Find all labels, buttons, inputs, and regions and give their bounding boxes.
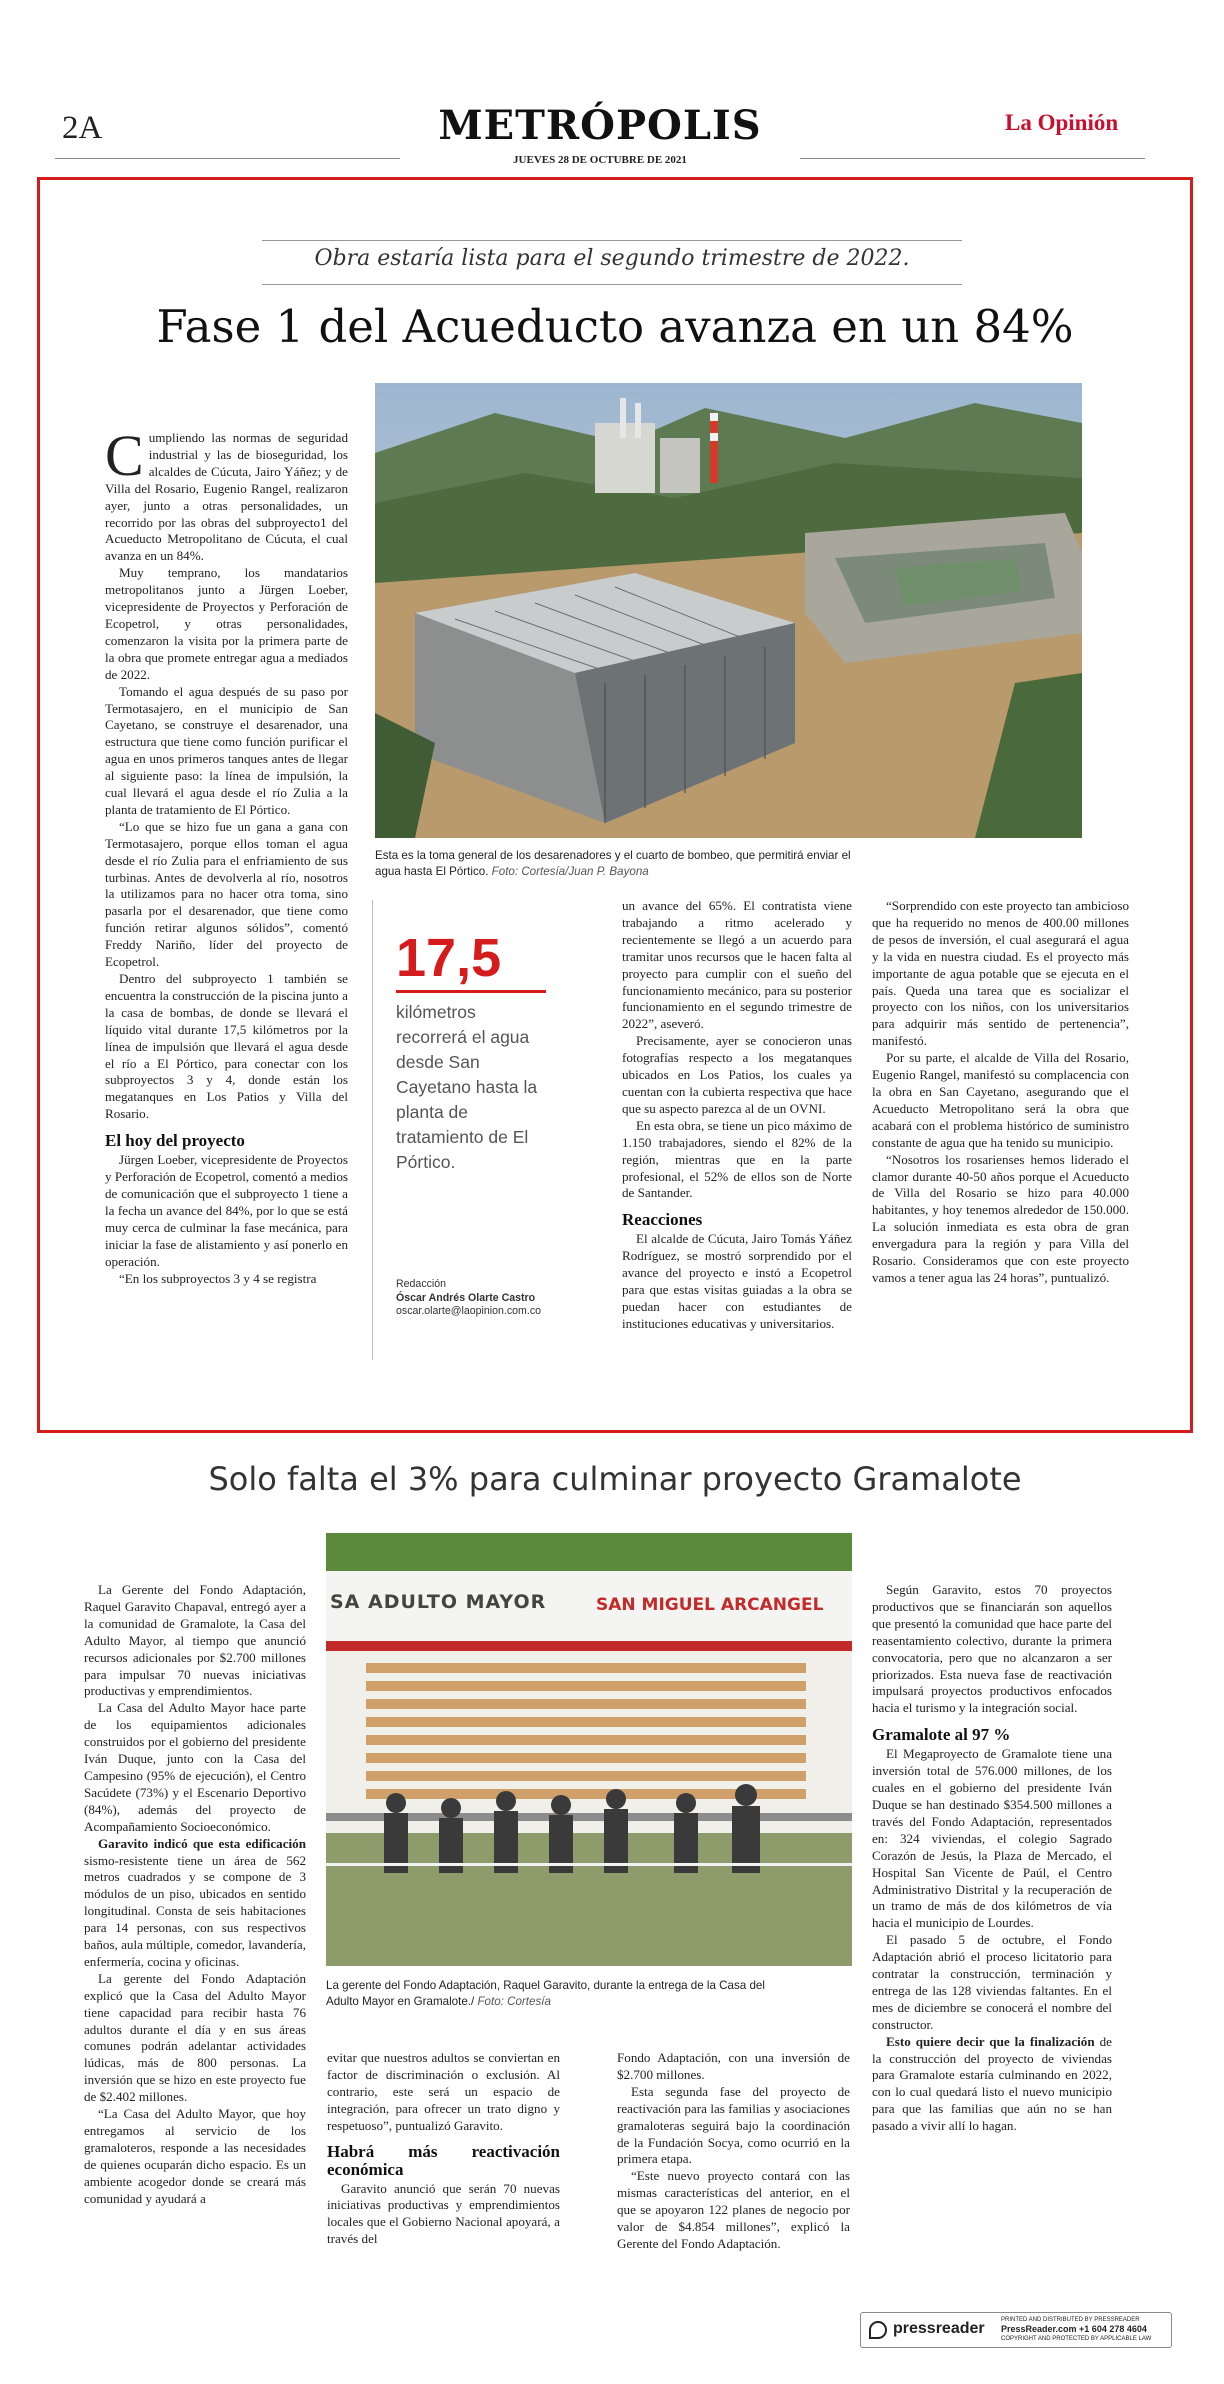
story1-column-4: [872, 898, 1129, 1287]
story-headline: Fase 1 del Acueducto avanza en un 84%: [156, 300, 1074, 353]
stat-description: kilómetros recorrerá el agua desde San Cayetano hasta la planta de tratamiento de El Pórtico.: [396, 1002, 538, 1172]
paragraph: El Megaproyecto de Gramalote tiene una inversión total de 576.000 millones, de los cuales en el gobierno del presidente Iván Duque se han destinado $354.500 millones a través del Fondo Adaptación, representados en: 324 viviendas, el colegio Sagrado Corazón de Jesús, la Plaza de Mercado, el Hospital San Vicente de Paúl, el Centro Administrativo Distrital y la recuperación de un tramo de más de dos kilómetros de vía hacia el municipio de Lourdes.: [872, 1746, 1112, 1931]
paragraph: Tomando el agua después de su paso por Termotasajero, en el municipio de San Cayetano, se construye el desarenador, una estructura que tiene como función purificar el agua en unos primeros tanques antes de llegar al siguiente paso: la línea de impulsión, la cual llevará el agua desde el río Zulia a la planta de tratamiento de El Pórtico.: [105, 683, 348, 817]
story2-column-4: [872, 1582, 1112, 2135]
paragraph: Por su parte, el alcalde de Villa del Rosario, Eugenio Rangel, manifestó su complacencia con la obra en San Cayetano, asegurando que el Acueducto Metropolitano será la obra que acabará con el problema histórico de suministro constante de agua que ha tenido su municipio.: [872, 1050, 1129, 1150]
pressreader-line-1: PRINTED AND DISTRIBUTED BY PRESSREADER: [1001, 2317, 1140, 2323]
pressreader-icon: [869, 2321, 887, 2339]
building-sign-left: SA ADULTO MAYOR: [330, 1591, 547, 1613]
paragraph: Dentro del subproyecto 1 también se encuentra la construcción de la piscina junto a la casa de bombas, de donde se llevará el líquido vital durante 17,5 kilómetros por la línea de impulsión que llevará el agua desde el río a El Pórtico, para conectar con los subproyectos 3 y 4, donde están los megatanques en Los Patios y Villa del Rosario.: [105, 971, 348, 1122]
story2-column-1: [84, 1582, 306, 2208]
photo-caption-text: La gerente del Fondo Adaptación, Raquel Garavito, durante la entrega de la Casa del Adulto Mayor en Gramalote./: [326, 1979, 765, 2008]
story2-column-3: [617, 2050, 850, 2253]
subheading: Reacciones: [622, 1210, 703, 1230]
byline-email: oscar.olarte@laopinion.com.co: [396, 1305, 542, 1318]
photo-credit: Foto: Cortesía/Juan P. Bayona: [491, 864, 649, 878]
photo-caption-text: Esta es la toma general de los desarenadores y el cuarto de bombeo, que permitirá enviar el agua hasta El Pórtico.: [375, 849, 851, 878]
paragraph: “Este nuevo proyecto contará con las mismas características del anterior, en el que se apoyaron 122 planes de negocio por valor de $4.854 millones”, explicó la Gerente del Fondo Adaptación.: [617, 2168, 850, 2251]
gramalote-photo: [326, 1533, 852, 1966]
paragraph: Esta segunda fase del proyecto de reactivación para las familias y asociaciones gramaloteras seguirá bajo la coordinación de la Fundación Socya, como ocurrió en la primera etapa.: [617, 2083, 850, 2167]
stat-underline: [396, 990, 546, 993]
paragraph: evitar que nuestros adultos se conviertan en factor de discriminación o exclusión. Al contrario, este será un espacio de integración, para ofrecer un trato digno y respetuoso”, puntualizó Garavito.: [327, 2050, 560, 2133]
paragraph: “Nosotros los rosarienses hemos liderado el clamor durante 40-50 años porque el Acueducto de Villa del Rosario se hizo para 40.000 habitantes, y hoy tenemos alrededor de 150.000. La solución inmediata es esta obra de gran envergadura para la región y para Villa del Rosario. Consideramos que con este proyecto vamos a tener agua las 24 horas”, puntualizó.: [872, 1151, 1129, 1285]
stat-box: [372, 900, 373, 1360]
photo-caption: [326, 1978, 796, 2009]
lead-paragraph: Cumpliendo las normas de seguridad industrial y las de bioseguridad, los alcaldes de Cúcuta, Jairo Yáñez; y de Villa del Rosario, Eugenio Rangel, realizaron ayer, junto a otras personalidades, un recorrido por las obras del subproyecto1 del Acueducto Metropolitano de Cúcuta, el cual avanza en un 84%.: [105, 423, 348, 564]
subheading: Habrá más reactivación económica: [327, 2141, 560, 2179]
pressreader-brand: pressreader: [893, 2320, 985, 2337]
publication-logo: La Opinión: [1005, 110, 1119, 135]
section-title: METRÓPOLIS: [438, 102, 762, 149]
paragraph: Jürgen Loeber, vicepresidente de Proyectos y Perforación de Ecopetrol, comentó a medios de comunicación que el subproyecto 1 tiene a la fecha un avance del 84%, por lo que se está muy cerca de culminar la fase mecánica, para iniciar la fase de alistamiento y así ponerlo en operación.: [105, 1152, 348, 1269]
construction-photo-illustration: [375, 383, 1082, 838]
subheading: El hoy del proyecto: [105, 1131, 245, 1151]
pressreader-footer: [860, 2312, 1172, 2348]
paragraph: La Casa del Adulto Mayor hace parte de los equipamientos adicionales construidos por el gobierno del presidente Iván Duque, junto con la Casa del Campesino (95% de ejecución), el Centro Sacúdete (73%) y el Escenario Deportivo (84%), además del proyecto de Acompañamiento Socioeconómico.: [84, 1700, 306, 1834]
paragraph: Garavito indicó que esta edificación sismo-resistente tiene un área de 562 metros cuadrados y se compone de 3 módulos de un piso, ubicados en sentido longitudinal. Consta de seis habitaciones para 14 personas, con sus respectivos baños, aula múltiple, comedor, lavandería, enfermería, cocina y oficinas.: [84, 1835, 306, 1969]
paragraph: Esto quiere decir que la finalización de la construcción del proyecto de viviendas para Gramalote estaría culminando en 2022, con lo cual quedará listo el nuevo municipio para que las familias que aún no se han pasado a vivir allí lo hagan.: [872, 2033, 1112, 2134]
story1-column-3: [622, 898, 852, 1333]
paragraph: “Lo que se hizo fue un gana a gana con Termotasajero, porque ellos toman el agua desde el río Zulia para el enfriamiento de sus turbinas. Antes de devolverla al río, nosotros la utilizamos para no hacer otra toma, sino pasarla por el desarenador, que tiene como función retirar algunos sólidos”, comentó Freddy Nariño, líder del proyecto de Ecopetrol.: [105, 818, 348, 970]
paragraph: Fondo Adaptación, con una inversión de $2.700 millones.: [617, 2050, 850, 2082]
photo-credit: Foto: Cortesía: [477, 1994, 551, 2008]
stat-number: 17,5: [396, 928, 502, 988]
paragraph: La Gerente del Fondo Adaptación, Raquel Garavito Chapaval, entregó ayer a la comunidad de Gramalote, la Casa del Adulto Mayor, al tiempo que anunció recursos adicionales por $2.700 millones para impulsar 70 nuevas iniciativas productivas y emprendimientos.: [84, 1582, 306, 1699]
paragraph: La gerente del Fondo Adaptación explicó que la Casa del Adulto Mayor tiene capacidad para recibir hasta 76 adultos durante el día y en sus áreas comunes podrán adelantar actividades lúdicas, más de 800 personas. La inversión que se hizo en este proyecto fue de $2.402 millones.: [84, 1970, 306, 2105]
pressreader-line-2: PressReader.com +1 604 278 4604: [1001, 2324, 1147, 2334]
subheading: Gramalote al 97 %: [872, 1725, 1011, 1745]
byline: [396, 1278, 576, 1319]
bold-lead: Esto quiere decir que la finalización: [886, 2033, 1095, 2049]
paragraph: Garavito anunció que serán 70 nuevas iniciativas productivas y emprendimientos locales que el Gobierno Nacional apoyará, a través del: [327, 2180, 560, 2247]
story2-headline: Solo falta el 3% para culminar proyecto Gramalote: [208, 1460, 1022, 1498]
paragraph: Según Garavito, estos 70 proyectos productivos que se financiarán son aquellos que presentó la comunidad que hace parte del reasentamiento colectivo, durante la primera convocatoria, pero que no alcanzaron a ser priorizados. Esta nueva fase de reactivación impulsará proyectos productivos enfocados hacia el turismo y la integración social.: [872, 1582, 1112, 1716]
page-number: 2A: [62, 110, 103, 146]
paragraph: Precisamente, ayer se conocieron unas fotografías respecto a los megatanques ubicados en Los Patios, los cuales ya cuentan con la cubierta respectiva que hace que su aspecto parezca al de un OVNI.: [622, 1033, 852, 1116]
paragraph: El alcalde de Cúcuta, Jairo Tomás Yáñez Rodríguez, se mostró sorprendido por el avance del proyecto e instó a Ecopetrol para que estas visitas guiadas a la obra se puedan hacer con estudiantes de instituciones educativas y universitarios.: [622, 1231, 852, 1331]
paragraph: El pasado 5 de octubre, el Fondo Adaptación abrió el proceso licitatorio para contratar la construcción, terminación y entrega de las 128 viviendas faltantes. En el mes de diciembre se conocerá el nombre del constructor.: [872, 1932, 1112, 2032]
pressreader-line-3: COPYRIGHT AND PROTECTED BY APPLICABLE LAW: [1001, 2336, 1152, 2342]
story1-column-1: [105, 423, 348, 1287]
story-kicker: Obra estaría lista para el segundo trimestre de 2022.: [314, 246, 910, 271]
paragraph: En esta obra, se tiene un pico máximo de 1.150 trabajadores, siendo el 82% de la región, mientras que en la parte profesional, el 52% de ellos son de Norte de Santander.: [622, 1117, 852, 1201]
story2-column-2: [327, 2050, 560, 2248]
byline-name: Óscar Andrés Olarte Castro: [396, 1291, 536, 1304]
paragraph: un avance del 65%. El contratista viene trabajando a ritmo acelerado y recientemente se llegó a un acuerdo para tramitar unos recursos que le hacen falta al proyecto para cumplir con el sueño del funcionamiento mecánico, para su posterior funcionamiento en el segundo trimestre de 2022”, aseveró.: [622, 898, 852, 1032]
photo-caption: [375, 848, 855, 879]
paragraph: “La Casa del Adulto Mayor, que hoy entregamos al servicio de los gramaloteros, responde a las necesidades de quienes ocuparán dicho espacio. Es un ambiente acogedor donde se creará más comunidad y ayudará a: [84, 2106, 306, 2206]
kicker-rule-top: [262, 240, 962, 241]
building-sign-right: SAN MIGUEL ARCANGEL: [596, 1595, 824, 1615]
paragraph: “En los subproyectos 3 y 4 se registra: [119, 1270, 317, 1286]
paragraph: Muy temprano, los mandatarios metropolitanos junto a Jürgen Loeber, vicepresidente de Proyectos y Perforación de Ecopetrol, y otras personalidades, comenzaron la visita por la primera parte de la obra que promete entregar agua a mediados de 2022.: [105, 565, 348, 682]
construction-photo: [375, 383, 1082, 838]
issue-date: JUEVES 28 DE OCTUBRE DE 2021: [400, 154, 800, 166]
paragraph: “Sorprendido con este proyecto tan ambicioso que ha requerido no menos de 400.00 millones de pesos de inversión, el cual asegurará el agua y la vida en nuestra ciudad. Es el proyecto más importante de agua potable que se ejecuta en el país. Queda una tarea que es socializar el proyecto con los niños, con los universitarios para adquirir más sentido de pertenencia”, manifestó.: [872, 898, 1129, 1049]
bold-lead: Garavito indicó que esta edificación: [98, 1835, 306, 1851]
dropcap: C: [105, 423, 144, 488]
byline-label: Redacción: [396, 1278, 447, 1290]
kicker-rule-bottom: [262, 284, 962, 285]
pressreader-info: [1001, 2316, 1169, 2343]
